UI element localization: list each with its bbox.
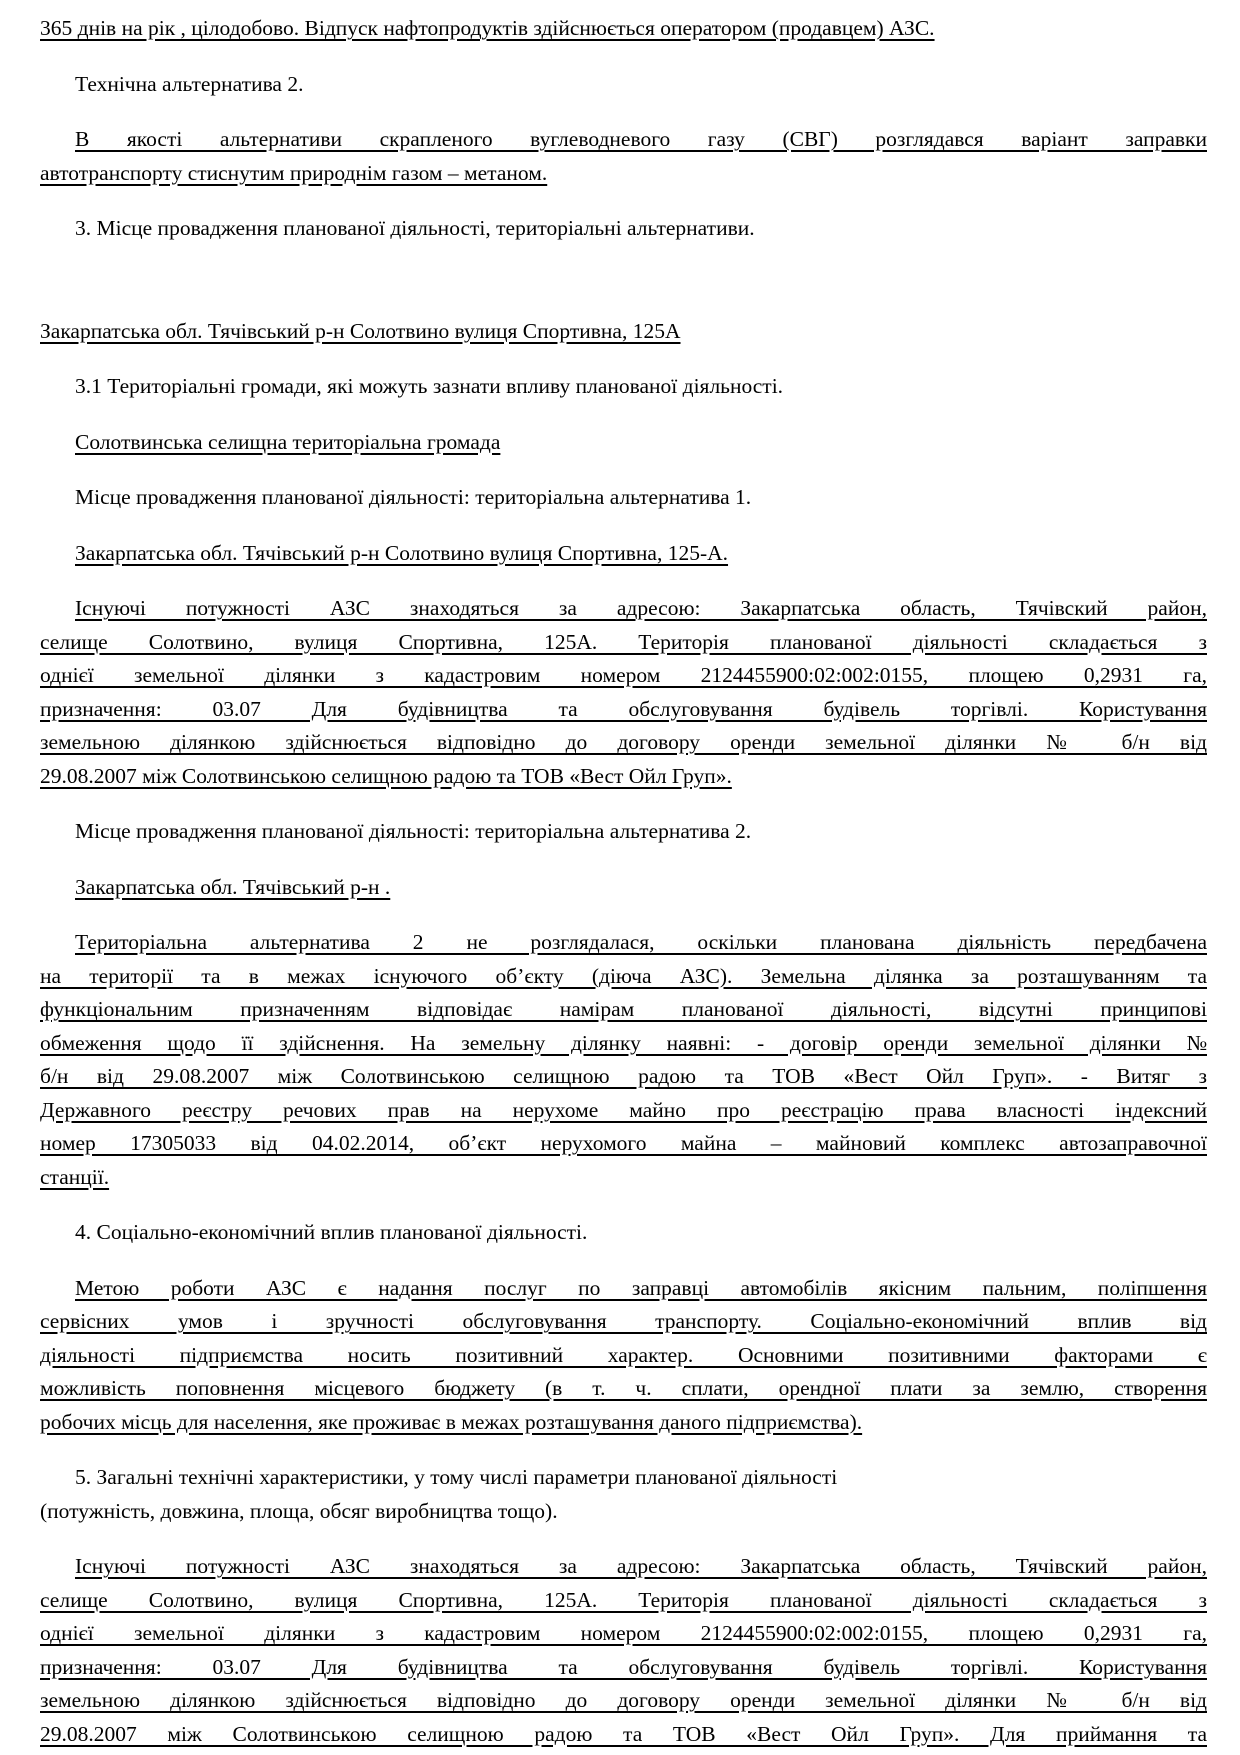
paragraph-socioeconomic-impact [40,1272,1207,1440]
text-line: Закарпатська обл. Тячівський р-н Солотвино вулиця Спортивна, 125А [40,318,681,343]
paragraph-address-district [40,871,1207,905]
text-line: Існуючі потужності АЗС знаходяться за адресою: Закарпатська область, Тячівский район, [75,1554,1207,1578]
paragraph-territorial-alternative-1 [40,481,1207,515]
paragraph-address-125-a [40,537,1207,571]
text-line: станції. [40,1164,110,1189]
text-line: автотранспорту стиснутим природнім газом – метаном. [40,160,548,185]
text-line: В якості альтернативи скрапленого вуглеводневого газу (СВГ) розглядався варіант заправки [75,127,1207,151]
text-line: номер 17305033 від 04.02.2014, об’єкт нерухомого майна – майновий комплекс автозаправочної [40,1131,1207,1155]
paragraph-technical-alternative-2 [40,68,1207,102]
text-line: 3.1 Територіальні громади, які можуть зазнати впливу планованої діяльності. [75,374,784,398]
text-line: Технічна альтернатива 2. [75,71,304,96]
paragraph-section-4-heading [40,1216,1207,1250]
text-line: однієї земельної ділянки з кадастровим номером 2124455900:02:002:0155, площею 0,2931 га, [40,1621,1207,1645]
text-line: функціональним призначенням відповідає намірам планованої діяльності, відсутні принципові [40,997,1207,1021]
text-line: робочих місць для населення, яке проживає в межах розташування даного підприємства). [40,1409,863,1434]
text-line: призначення: 03.07 Для будівництва та обслуговування будівель торгівлі. Користування [40,696,1207,721]
text-line: на території та в межах існуючого об’єкту (діюча АЗС). Земельна ділянка за розташуванням та [40,963,1207,988]
paragraph-section-3-1-heading [40,370,1207,404]
text-line: Територіальна альтернатива 2 не розглядалася, оскільки планована діяльність передбачена [75,930,1207,954]
text-line: Закарпатська обл. Тячівський р-н Солотвино вулиця Спортивна, 125-А. [75,540,729,565]
text-line: обмеження щодо її здійснення. На земельну ділянку наявні: - договір оренди земельної ділянки № [40,1030,1207,1055]
text-line: призначення: 03.07 Для будівництва та обслуговування будівель торгівлі. Користування [40,1654,1207,1679]
text-line: (потужність, довжина, площа, обсяг виробництва тощо). [40,1498,558,1523]
text-line: селище Солотвино, вулиця Спортивна, 125А. Територія планованої діяльності складається з [40,629,1207,654]
paragraph-existing-facilities-2 [40,1550,1207,1751]
paragraph-section-5-heading [40,1461,1207,1528]
text-line: Державного реєстру речових прав на нерухоме майно про реєстрацію права власності індексний [40,1097,1207,1122]
text-line: б/н від 29.08.2007 між Солотвинською селищною радою та ТОВ «Вест Ойл Груп». - Витяг з [40,1064,1207,1088]
paragraph-community [40,426,1207,460]
paragraph-operating-hours [40,12,1207,46]
text-line: 29.08.2007 між Солотвинською селищною радою та ТОВ «Вест Ойл Груп». [40,763,732,788]
paragraph-section-3-heading [40,212,1207,246]
text-line: Солотвинська селищна територіальна громада [75,429,501,454]
paragraph-lpg-alternative [40,123,1207,190]
paragraph-territorial-alternative-2 [40,815,1207,849]
text-line: Метою роботи АЗС є надання послуг по заправці автомобілів якісним пальним, поліпшення [75,1275,1207,1300]
paragraph-address-125a [40,315,1207,349]
text-line: 5. Загальні технічні характеристики, у тому числі параметри планованої діяльності [75,1465,838,1489]
text-line: земельною ділянкою здійснюється відповідно до договору оренди земельної ділянки № б/н від [40,1688,1207,1712]
empty-line [40,268,1207,293]
text-line: діяльності підприємства носить позитивний характер. Основними позитивними факторами є [40,1342,1207,1367]
text-line: Місце провадження планованої діяльності: територіальна альтернатива 2. [75,819,752,843]
text-line: 3. Місце провадження планованої діяльності, територіальні альтернативи. [75,216,755,240]
text-line: селище Солотвино, вулиця Спортивна, 125А. Територія планованої діяльності складається з [40,1587,1207,1612]
text-line: земельною ділянкою здійснюється відповідно до договору оренди земельної ділянки № б/н від [40,730,1207,754]
text-line: однієї земельної ділянки з кадастровим номером 2124455900:02:002:0155, площею 0,2931 га, [40,663,1207,687]
paragraph-existing-facilities-1 [40,592,1207,793]
text-line: Закарпатська обл. Тячівський р-н . [75,874,391,899]
text-line: 29.08.2007 між Солотвинською селищною радою та ТОВ «Вест Ойл Груп». Для приймання та [40,1721,1207,1746]
text-line: можливість поповнення місцевого бюджету (в т. ч. сплати, орендної плати за землю, створення [40,1376,1207,1400]
text-line: 365 днів на рік , цілодобово. Відпуск нафтопродуктів здійснюється оператором (продавцем) АЗС. [40,16,935,40]
text-line: Існуючі потужності АЗС знаходяться за адресою: Закарпатська область, Тячівский район, [75,596,1207,620]
text-line: 4. Соціально-економічний вплив планованої діяльності. [75,1220,588,1244]
text-line: сервісних умов і зручності обслуговування транспорту. Соціально-економічний вплив від [40,1309,1207,1333]
paragraph-alternative-2-not-considered [40,926,1207,1194]
text-line: Місце провадження планованої діяльності: територіальна альтернатива 1. [75,485,752,509]
